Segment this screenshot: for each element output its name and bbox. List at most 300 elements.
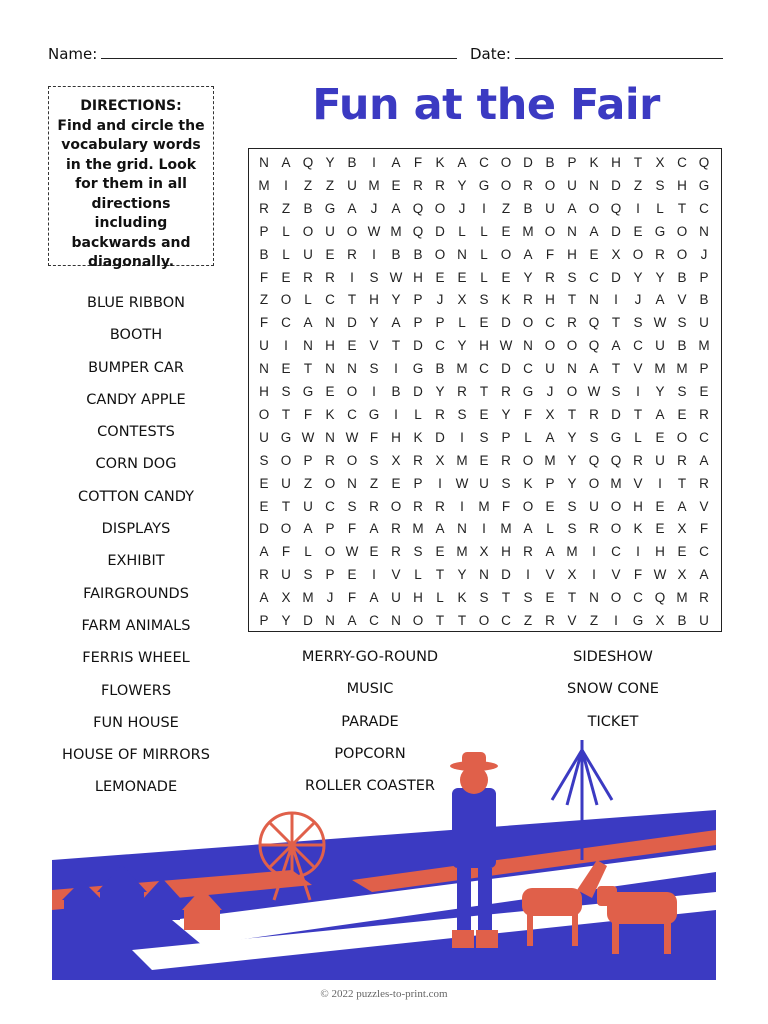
grid-letter: I xyxy=(350,269,354,285)
grid-letter: Y xyxy=(567,429,577,445)
grid-letter: H xyxy=(259,384,269,399)
grid-letter: I xyxy=(636,384,640,399)
grid-letter: A xyxy=(677,498,687,514)
grid-letter: G xyxy=(368,406,380,422)
grid-row xyxy=(249,496,721,519)
grid-letter: S xyxy=(457,406,467,422)
grid-letter: C xyxy=(369,613,379,628)
grid-letter: E xyxy=(677,406,687,422)
grid-letter: D xyxy=(501,567,511,583)
word-search-grid xyxy=(248,148,722,632)
grid-letter: U xyxy=(699,613,709,628)
grid-letter: E xyxy=(655,521,665,537)
grid-letter: L xyxy=(436,590,444,606)
grid-letter: D xyxy=(303,613,313,628)
grid-letter: R xyxy=(413,498,423,514)
grid-letter: O xyxy=(500,246,512,262)
grid-letter: U xyxy=(303,246,313,262)
grid-letter: P xyxy=(435,315,445,331)
grid-letter: G xyxy=(302,384,314,399)
grid-letter: U xyxy=(325,223,335,239)
grid-letter: A xyxy=(655,292,665,308)
grid-letter: A xyxy=(391,315,401,331)
grid-letter: E xyxy=(347,567,357,583)
grid-letter: I xyxy=(394,361,398,377)
grid-letter: C xyxy=(501,613,511,628)
grid-letter: P xyxy=(259,223,269,239)
grid-letter: W xyxy=(653,315,667,331)
grid-letter: O xyxy=(280,521,292,537)
grid-letter: O xyxy=(302,223,314,239)
grid-letter: T xyxy=(501,590,511,606)
grid-letter: P xyxy=(567,155,577,170)
grid-row xyxy=(249,518,721,541)
grid-letter: M xyxy=(478,498,490,514)
grid-row xyxy=(249,267,721,290)
grid-row xyxy=(249,473,721,496)
grid-row xyxy=(249,335,721,358)
grid-letter: S xyxy=(677,315,687,331)
grid-letter: A xyxy=(457,155,467,170)
grid-letter: G xyxy=(280,429,292,445)
grid-row xyxy=(249,587,721,610)
grid-letter: L xyxy=(524,429,532,445)
grid-letter: X xyxy=(435,452,445,468)
grid-letter: Y xyxy=(281,613,291,628)
grid-letter: L xyxy=(480,223,488,239)
grid-letter: B xyxy=(699,292,709,308)
grid-letter: R xyxy=(545,269,555,285)
vocabulary-word: DISPLAYS xyxy=(101,521,171,538)
grid-letter: R xyxy=(567,315,577,331)
vocabulary-word: COTTON CANDY xyxy=(78,488,194,505)
grid-letter: R xyxy=(655,246,665,262)
grid-letter: N xyxy=(347,361,357,377)
vocabulary-word: CANDY APPLE xyxy=(86,391,186,408)
grid-letter: C xyxy=(699,429,709,445)
grid-letter: R xyxy=(325,452,335,468)
grid-letter: O xyxy=(522,315,534,331)
grid-letter: B xyxy=(677,338,687,354)
grid-letter: A xyxy=(523,521,533,537)
vocabulary-word: FAIRGROUNDS xyxy=(83,585,189,602)
grid-letter: I xyxy=(394,406,398,422)
grid-letter: Q xyxy=(302,155,314,170)
grid-letter: N xyxy=(325,429,335,445)
grid-row xyxy=(249,289,721,312)
grid-letter: G xyxy=(412,361,424,377)
grid-letter: K xyxy=(457,590,467,606)
grid-letter: S xyxy=(369,452,379,468)
grid-letter: V xyxy=(633,361,643,377)
vocabulary-word: CORN DOG xyxy=(95,456,177,473)
grid-letter: M xyxy=(654,361,666,377)
grid-letter: W xyxy=(345,429,359,445)
grid-letter: A xyxy=(259,590,269,606)
grid-letter: O xyxy=(676,223,688,239)
grid-letter: G xyxy=(632,613,644,628)
grid-letter: L xyxy=(304,544,312,560)
grid-row xyxy=(249,427,721,450)
grid-letter: V xyxy=(391,567,401,583)
grid-letter: Z xyxy=(259,292,269,308)
grid-letter: O xyxy=(566,384,578,399)
grid-letter: V xyxy=(699,498,709,514)
grid-letter: H xyxy=(413,590,423,606)
vocabulary-word: FERRIS WHEEL xyxy=(82,650,190,667)
grid-letter: T xyxy=(281,498,291,514)
grid-letter: T xyxy=(611,361,621,377)
grid-letter: P xyxy=(413,475,423,491)
grid-letter: U xyxy=(545,200,555,216)
vocabulary-word: CONTESTS xyxy=(97,424,175,441)
date-label: Date: xyxy=(470,45,511,63)
grid-letter: A xyxy=(369,521,379,537)
grid-letter: O xyxy=(346,452,358,468)
grid-letter: I xyxy=(636,200,640,216)
grid-letter: R xyxy=(347,246,357,262)
grid-letter: N xyxy=(479,567,489,583)
grid-letter: W xyxy=(367,223,381,239)
grid-row xyxy=(249,564,721,587)
grid-letter: U xyxy=(391,590,401,606)
grid-letter: J xyxy=(546,384,554,399)
grid-letter: A xyxy=(259,544,269,560)
grid-letter: E xyxy=(457,269,467,285)
grid-letter: N xyxy=(523,338,533,354)
grid-letter: O xyxy=(544,338,556,354)
grid-letter: Q xyxy=(588,452,600,468)
grid-letter: X xyxy=(677,521,687,537)
grid-letter: B xyxy=(523,200,533,216)
grid-row xyxy=(249,358,721,381)
grid-letter: R xyxy=(633,452,643,468)
grid-letter: P xyxy=(325,567,335,583)
grid-letter: F xyxy=(633,567,643,583)
grid-letter: W xyxy=(301,429,315,445)
grid-letter: C xyxy=(479,155,489,170)
grid-row xyxy=(249,450,721,473)
grid-letter: K xyxy=(633,521,643,537)
grid-letter: O xyxy=(522,452,534,468)
grid-letter: N xyxy=(567,223,577,239)
grid-letter: D xyxy=(611,269,621,285)
grid-letter: O xyxy=(280,452,292,468)
grid-letter: O xyxy=(324,544,336,560)
grid-letter: E xyxy=(479,452,489,468)
grid-letter: C xyxy=(479,361,489,377)
grid-letter: H xyxy=(391,429,401,445)
grid-letter: Y xyxy=(457,567,467,583)
grid-letter: Z xyxy=(303,177,313,193)
grid-letter: S xyxy=(589,429,599,445)
grid-letter: U xyxy=(655,452,665,468)
grid-letter: O xyxy=(500,177,512,193)
grid-letter: Y xyxy=(567,475,577,491)
grid-letter: Y xyxy=(655,269,665,285)
grid-letter: K xyxy=(435,155,445,170)
grid-letter: F xyxy=(347,521,357,537)
vocabulary-word: HOUSE OF MIRRORS xyxy=(62,747,210,764)
grid-letter: B xyxy=(435,361,445,377)
grid-letter: N xyxy=(303,338,313,354)
grid-letter: A xyxy=(545,429,555,445)
grid-letter: O xyxy=(588,200,600,216)
grid-letter: I xyxy=(482,521,486,537)
grid-letter: W xyxy=(455,475,469,491)
grid-letter: H xyxy=(479,338,489,354)
grid-letter: K xyxy=(501,292,511,308)
grid-letter: R xyxy=(413,452,423,468)
grid-letter: Y xyxy=(655,384,665,399)
grid-letter: R xyxy=(699,590,709,606)
grid-letter: B xyxy=(677,613,687,628)
grid-letter: X xyxy=(281,590,291,606)
grid-letter: R xyxy=(677,452,687,468)
grid-letter: S xyxy=(347,498,357,514)
grid-letter: W xyxy=(587,384,601,399)
grid-letter: T xyxy=(435,613,445,628)
grid-letter: M xyxy=(302,590,314,606)
grid-letter: C xyxy=(523,361,533,377)
grid-letter: U xyxy=(281,475,291,491)
grid-letter: X xyxy=(479,544,489,560)
grid-letter: C xyxy=(325,498,335,514)
grid-letter: N xyxy=(325,315,335,331)
grid-letter: G xyxy=(610,429,622,445)
grid-row xyxy=(249,541,721,564)
date-field xyxy=(470,44,723,63)
grid-letter: I xyxy=(460,429,464,445)
grid-letter: S xyxy=(677,384,687,399)
grid-letter: E xyxy=(633,223,643,239)
grid-letter: Y xyxy=(501,406,511,422)
grid-letter: W xyxy=(345,544,359,560)
grid-letter: Z xyxy=(303,475,313,491)
grid-letter: N xyxy=(589,590,599,606)
grid-letter: E xyxy=(589,246,599,262)
vocabulary-word: PARADE xyxy=(341,713,399,730)
grid-letter: E xyxy=(325,246,335,262)
grid-letter: M xyxy=(456,361,468,377)
grid-letter: M xyxy=(390,223,402,239)
grid-letter: M xyxy=(368,177,380,193)
grid-letter: S xyxy=(655,177,665,193)
copyright-footer: © 2022 puzzles-to-print.com xyxy=(320,988,448,1000)
grid-letter: C xyxy=(281,315,291,331)
grid-letter: A xyxy=(303,315,313,331)
grid-letter: O xyxy=(632,246,644,262)
grid-letter: A xyxy=(589,223,599,239)
grid-row xyxy=(249,175,721,198)
grid-letter: P xyxy=(699,361,709,377)
grid-letter: F xyxy=(281,544,291,560)
grid-letter: J xyxy=(436,292,444,308)
grid-letter: I xyxy=(482,200,486,216)
grid-letter: D xyxy=(413,338,423,354)
grid-letter: E xyxy=(281,269,291,285)
grid-letter: M xyxy=(544,452,556,468)
grid-letter: O xyxy=(280,292,292,308)
grid-letter: H xyxy=(369,292,379,308)
grid-letter: R xyxy=(523,177,533,193)
vocabulary-word: FLOWERS xyxy=(100,682,172,699)
grid-letter: M xyxy=(698,338,710,354)
grid-letter: U xyxy=(259,338,269,354)
grid-letter: B xyxy=(259,246,269,262)
grid-letter: N xyxy=(259,155,269,170)
grid-letter: L xyxy=(546,521,554,537)
grid-letter: C xyxy=(677,155,687,170)
grid-letter: C xyxy=(633,338,643,354)
grid-letter: O xyxy=(412,613,424,628)
grid-letter: Z xyxy=(369,475,379,491)
grid-letter: U xyxy=(479,475,489,491)
grid-letter: H xyxy=(567,246,577,262)
grid-letter: W xyxy=(389,269,403,285)
grid-letter: T xyxy=(611,315,621,331)
grid-letter: O xyxy=(676,429,688,445)
grid-letter: L xyxy=(458,223,466,239)
grid-letter: E xyxy=(677,544,687,560)
grid-letter: A xyxy=(567,200,577,216)
grid-letter: L xyxy=(656,200,664,216)
grid-letter: L xyxy=(414,406,422,422)
grid-letter: H xyxy=(677,177,687,193)
grid-letter: A xyxy=(347,613,357,628)
grid-letter: F xyxy=(259,315,269,331)
grid-letter: F xyxy=(501,498,511,514)
grid-letter: H xyxy=(501,544,511,560)
grid-letter: A xyxy=(391,155,401,170)
grid-letter: A xyxy=(523,246,533,262)
grid-letter: C xyxy=(589,269,599,285)
grid-letter: H xyxy=(655,544,665,560)
page-title: Fun at the Fair xyxy=(312,80,660,130)
grid-letter: C xyxy=(633,590,643,606)
vocabulary-word: FARM ANIMALS xyxy=(81,617,191,634)
grid-letter: R xyxy=(501,452,511,468)
grid-letter: B xyxy=(545,155,555,170)
grid-letter: U xyxy=(303,498,313,514)
grid-letter: Y xyxy=(523,269,533,285)
grid-letter: O xyxy=(390,498,402,514)
grid-letter: T xyxy=(303,361,313,377)
grid-letter: D xyxy=(259,521,269,537)
grid-letter: M xyxy=(522,223,534,239)
grid-letter: A xyxy=(655,406,665,422)
grid-letter: H xyxy=(545,292,555,308)
grid-letter: X xyxy=(545,406,555,422)
grid-letter: Y xyxy=(435,384,445,399)
date-line xyxy=(515,44,723,59)
vocabulary-word: TICKET xyxy=(587,713,639,730)
grid-letter: E xyxy=(435,544,445,560)
grid-letter: T xyxy=(633,406,643,422)
grid-letter: G xyxy=(698,177,710,193)
grid-letter: L xyxy=(414,567,422,583)
grid-letter: I xyxy=(372,246,376,262)
grid-row xyxy=(249,198,721,221)
grid-letter: Z xyxy=(523,613,533,628)
grid-letter: X xyxy=(677,567,687,583)
grid-letter: S xyxy=(567,498,577,514)
grid-letter: G xyxy=(522,384,534,399)
grid-letter: U xyxy=(347,177,357,193)
grid-letter: I xyxy=(526,567,530,583)
grid-letter: H xyxy=(633,498,643,514)
grid-letter: A xyxy=(699,452,709,468)
grid-letter: S xyxy=(501,475,511,491)
grid-letter: R xyxy=(501,384,511,399)
grid-row xyxy=(249,152,721,175)
grid-letter: P xyxy=(325,521,335,537)
grid-letter: Y xyxy=(633,269,643,285)
grid-letter: N xyxy=(347,475,357,491)
grid-letter: V xyxy=(369,338,379,354)
grid-letter: F xyxy=(545,246,555,262)
grid-letter: Z xyxy=(325,177,335,193)
grid-letter: Q xyxy=(610,452,622,468)
grid-letter: Y xyxy=(325,155,335,170)
grid-letter: S xyxy=(479,292,489,308)
grid-letter: B xyxy=(391,246,401,262)
grid-row xyxy=(249,221,721,244)
grid-letter: D xyxy=(611,223,621,239)
grid-letter: O xyxy=(500,155,512,170)
grid-letter: S xyxy=(281,384,291,399)
grid-letter: C xyxy=(325,292,335,308)
grid-letter: E xyxy=(545,498,555,514)
grid-letter: Q xyxy=(412,200,424,216)
grid-letter: Q xyxy=(588,315,600,331)
grid-letter: F xyxy=(413,155,423,170)
grid-letter: W xyxy=(499,338,513,354)
directions-text: Find and circle the vocabulary words in the grid. Look for them in all directions including backwards and diagonally. xyxy=(57,117,205,270)
vocabulary-word: EXHIBIT xyxy=(107,553,165,570)
grid-letter: Z xyxy=(589,613,599,628)
grid-letter: T xyxy=(567,406,577,422)
grid-letter: F xyxy=(699,521,709,537)
grid-letter: E xyxy=(501,223,511,239)
grid-letter: U xyxy=(699,315,709,331)
grid-letter: I xyxy=(438,475,442,491)
name-field xyxy=(48,44,457,63)
grid-letter: R xyxy=(391,521,401,537)
grid-letter: Z xyxy=(501,200,511,216)
grid-letter: O xyxy=(346,384,358,399)
vocabulary-word: POPCORN xyxy=(334,745,406,762)
grid-letter: B xyxy=(413,246,423,262)
grid-letter: A xyxy=(369,590,379,606)
grid-letter: T xyxy=(435,567,445,583)
grid-letter: U xyxy=(655,338,665,354)
grid-letter: A xyxy=(347,200,357,216)
vocabulary-word: BOOTH xyxy=(109,327,163,344)
grid-letter: E xyxy=(369,544,379,560)
vocabulary-word: SNOW CONE xyxy=(567,681,659,698)
grid-letter: C xyxy=(545,315,555,331)
grid-letter: O xyxy=(544,223,556,239)
grid-letter: L xyxy=(634,429,642,445)
grid-letter: S xyxy=(611,384,621,399)
grid-letter: V xyxy=(567,613,577,628)
grid-letter: R xyxy=(369,498,379,514)
grid-letter: R xyxy=(303,269,313,285)
grid-row xyxy=(249,381,721,404)
grid-letter: O xyxy=(610,521,622,537)
grid-letter: O xyxy=(324,475,336,491)
